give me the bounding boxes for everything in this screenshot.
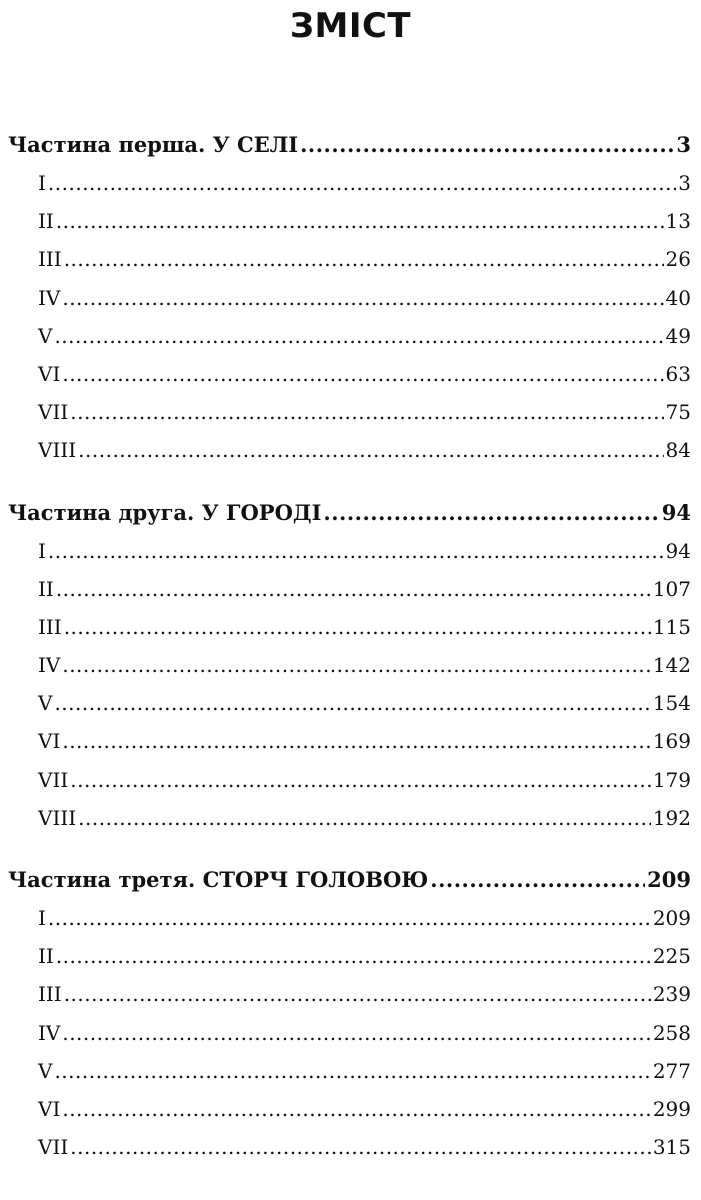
toc-chapter-entry[interactable] [0, 279, 701, 317]
chapter-number: I [38, 906, 46, 930]
dot-leader [62, 279, 663, 317]
chapter-number: VII [38, 767, 69, 792]
dot-leader [48, 164, 676, 202]
page-number: 115 [652, 614, 691, 639]
page-number: 192 [652, 805, 691, 830]
dot-leader [54, 1052, 650, 1090]
dot-leader [70, 1128, 651, 1166]
dot-leader [70, 393, 663, 431]
page-number: 154 [652, 691, 691, 716]
dot-leader [64, 608, 651, 646]
toc-chapter-entry[interactable] [0, 1052, 701, 1090]
dot-leader [62, 355, 663, 393]
chapter-number: II [38, 209, 54, 234]
toc-chapter-entry[interactable] [0, 570, 701, 608]
chapter-number: VI [38, 361, 61, 386]
page-number: 169 [652, 729, 691, 754]
toc-part-section [0, 126, 701, 470]
dot-leader [78, 799, 651, 837]
page-number: 13 [665, 209, 691, 234]
page-number: 179 [652, 767, 691, 792]
dot-leader [56, 570, 651, 608]
dot-leader [62, 646, 650, 684]
toc-chapter-entry[interactable] [0, 1128, 701, 1166]
dot-leader [56, 937, 651, 975]
toc-part-heading[interactable] [0, 126, 701, 164]
page-number: 258 [652, 1020, 691, 1045]
dot-leader [54, 317, 663, 355]
toc-part-heading[interactable] [0, 861, 701, 899]
chapter-number: II [38, 576, 54, 601]
dot-leader [300, 126, 674, 164]
dot-leader [54, 684, 650, 722]
page-number: 49 [665, 323, 691, 348]
chapter-number: V [38, 323, 53, 348]
chapter-number: VII [38, 400, 69, 425]
dot-leader [48, 899, 651, 937]
chapter-number: II [38, 944, 54, 969]
part-title: Частина друга. У ГОРОДІ [8, 499, 322, 525]
chapter-number: VII [38, 1135, 69, 1160]
page-number: 225 [652, 944, 691, 969]
page-number: 3 [676, 132, 691, 157]
toc-chapter-entry[interactable] [0, 431, 701, 469]
chapter-number: III [38, 982, 62, 1007]
toc-part-heading[interactable] [0, 494, 701, 532]
page-number: 26 [665, 247, 691, 272]
dot-leader [48, 532, 664, 570]
toc-chapter-entry[interactable] [0, 975, 701, 1013]
toc-chapter-entry[interactable] [0, 684, 701, 722]
chapter-number: IV [38, 1020, 61, 1045]
dot-leader [78, 431, 663, 469]
dot-leader [62, 722, 650, 760]
chapter-number: VI [38, 1096, 61, 1121]
dot-leader [430, 861, 645, 899]
page-number: 299 [652, 1096, 691, 1121]
dot-leader [70, 761, 651, 799]
toc-chapter-entry[interactable] [0, 761, 701, 799]
chapter-number: I [38, 538, 46, 563]
chapter-number: I [38, 171, 46, 195]
toc-chapter-entry[interactable] [0, 393, 701, 431]
page-title: ЗМІСТ [289, 6, 412, 46]
chapter-number: VI [38, 729, 61, 754]
toc-chapter-entry[interactable] [0, 240, 701, 278]
table-of-contents [0, 126, 701, 1190]
page-number: 209 [647, 867, 691, 892]
chapter-number: IV [38, 653, 61, 678]
dot-leader [64, 975, 651, 1013]
toc-chapter-entry[interactable] [0, 608, 701, 646]
toc-part-section [0, 494, 701, 838]
toc-chapter-entry[interactable] [0, 532, 701, 570]
chapter-number: III [38, 614, 62, 639]
toc-chapter-entry[interactable] [0, 646, 701, 684]
page-number: 315 [652, 1135, 691, 1160]
toc-chapter-entry[interactable] [0, 355, 701, 393]
toc-chapter-entry[interactable] [0, 899, 701, 937]
toc-chapter-entry[interactable] [0, 722, 701, 760]
page-number: 75 [665, 400, 691, 425]
toc-chapter-entry[interactable] [0, 1090, 701, 1128]
toc-chapter-entry[interactable] [0, 799, 701, 837]
chapter-number: VIII [38, 805, 77, 830]
part-title: Частина третя. СТОРЧ ГОЛОВОЮ [8, 867, 429, 892]
chapter-number: V [38, 1058, 53, 1083]
page-number: 84 [665, 438, 691, 463]
dot-leader [64, 240, 664, 278]
dot-leader [323, 494, 659, 532]
dot-leader [56, 202, 664, 240]
page-number: 277 [652, 1058, 691, 1083]
page-number: 239 [652, 982, 691, 1007]
toc-chapter-entry[interactable] [0, 1014, 701, 1052]
dot-leader [62, 1014, 650, 1052]
part-title: Частина перша. У СЕЛІ [8, 132, 299, 157]
toc-part-section [0, 861, 701, 1166]
chapter-number: IV [38, 285, 61, 310]
page-number: 94 [661, 499, 691, 525]
page-number: 107 [652, 576, 691, 601]
toc-chapter-entry[interactable] [0, 937, 701, 975]
page-number: 142 [652, 653, 691, 678]
toc-chapter-entry[interactable] [0, 164, 701, 202]
toc-chapter-entry[interactable] [0, 202, 701, 240]
page-number: 209 [652, 906, 691, 930]
chapter-number: VIII [38, 438, 77, 463]
chapter-number: III [38, 247, 62, 272]
toc-chapter-entry[interactable] [0, 317, 701, 355]
page-number: 63 [665, 361, 691, 386]
page-number: 94 [665, 538, 691, 563]
dot-leader [62, 1090, 650, 1128]
page-number: 40 [665, 285, 691, 310]
chapter-number: V [38, 691, 53, 716]
page-number: 3 [678, 171, 691, 195]
